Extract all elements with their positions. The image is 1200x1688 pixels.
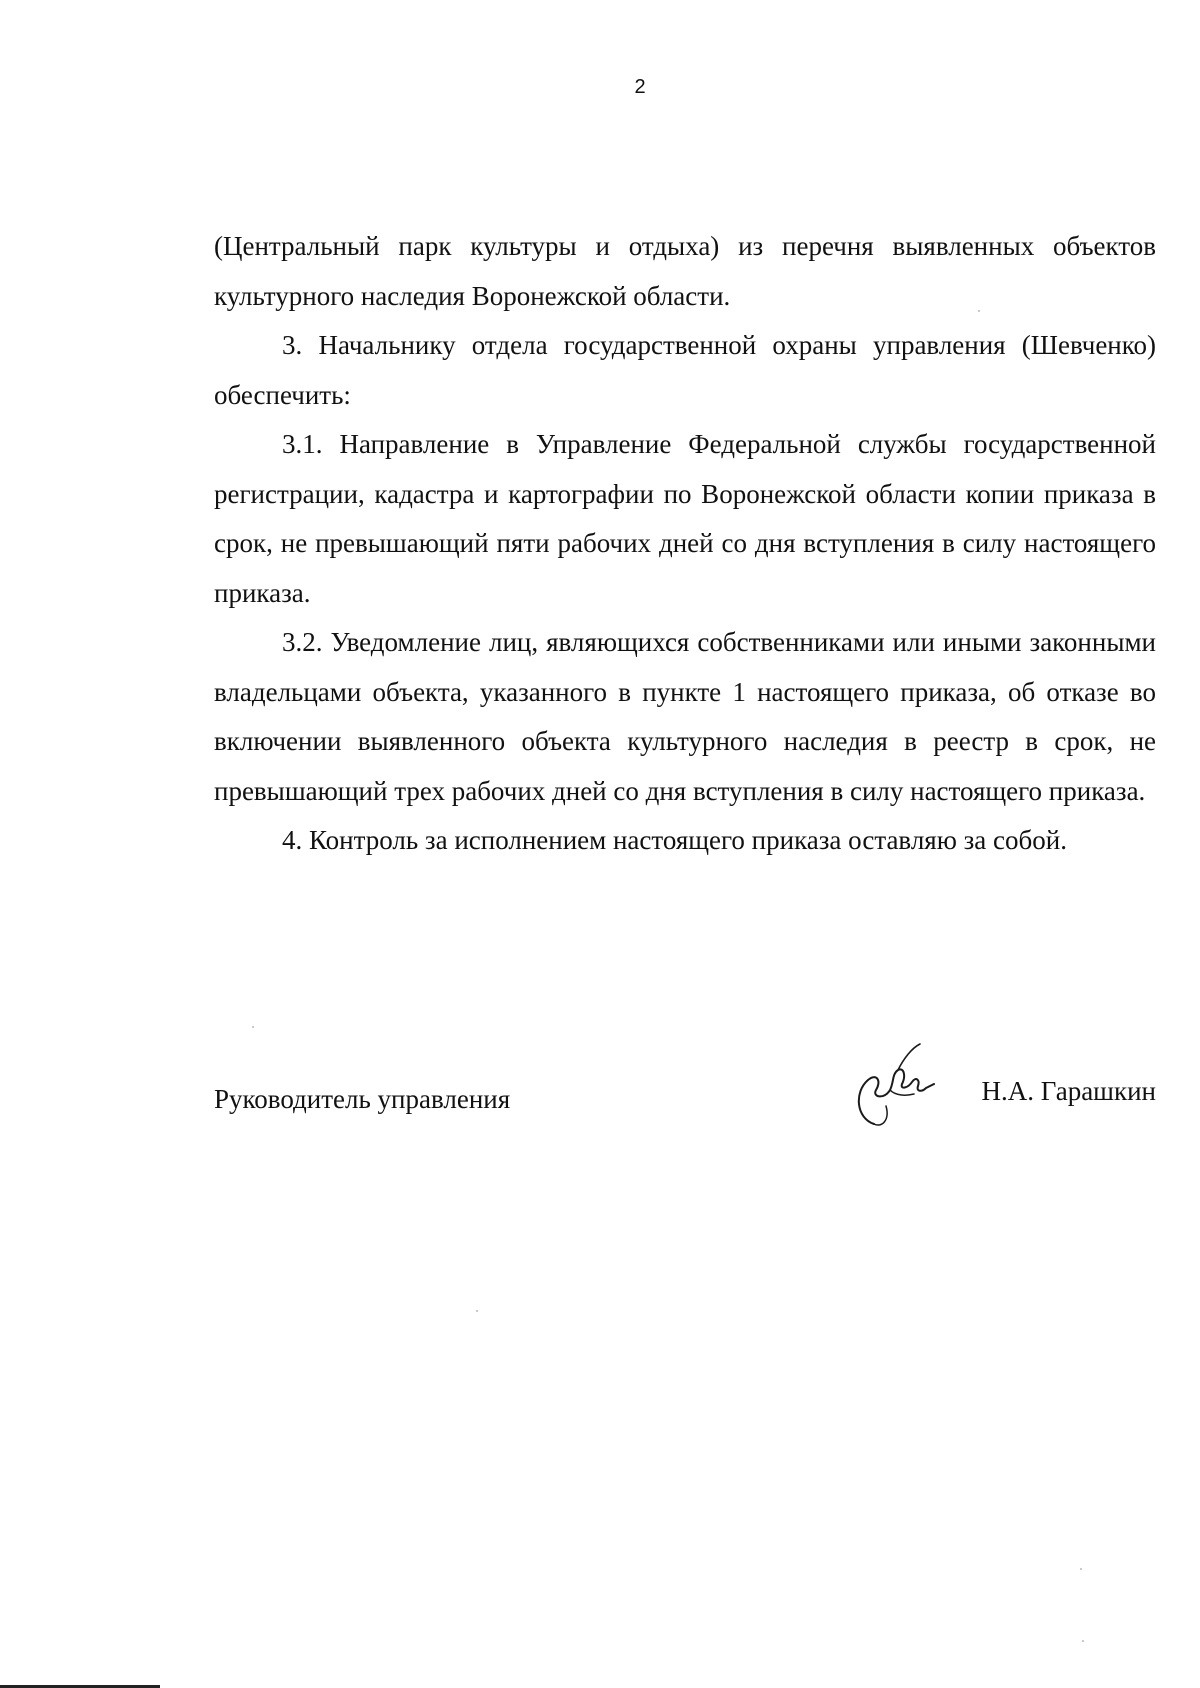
document-body — [214, 222, 1156, 866]
paragraph-continuation: (Центральный парк культуры и отдыха) из перечня выявленных объектов культурного наследия Воронежской области. — [214, 231, 1156, 311]
scan-speck — [476, 1310, 478, 1312]
scan-speck — [1082, 1640, 1084, 1642]
page-number: 2 — [634, 76, 646, 98]
paragraph-item-4: 4. Контроль за исполнением настоящего приказа оставляю за собой. — [282, 825, 1067, 855]
paragraph-item-3-1: 3.1. Направление в Управление Федеральной службы государственной регистрации, кадастра и картографии по Воронежской области копии приказа в срок, не превышающий пяти рабочих дней со дня вступления в силу настоящего приказа. — [214, 429, 1156, 608]
paragraph-item-3: 3. Начальнику отдела государственной охраны управления (Шевченко) обеспечить: — [214, 330, 1156, 410]
paragraph-item-3-2: 3.2. Уведомление лиц, являющихся собственниками или иными законными владельцами объекта, указанного в пункте 1 настоящего приказа, об отказе во включении выявленного объекта культурного наследия в реестр в срок, не превышающий трех рабочих дней со дня вступления в силу настоящего приказа. — [214, 627, 1156, 806]
signer-name: Н.А. Гарашкин — [981, 1076, 1156, 1106]
scan-speck — [252, 1026, 254, 1028]
scan-speck — [978, 310, 980, 312]
signature-block — [214, 1040, 1156, 1150]
scan-speck — [1080, 1568, 1082, 1570]
signer-title: Руководитель управления — [214, 1084, 511, 1114]
handwritten-signature — [846, 1040, 946, 1140]
